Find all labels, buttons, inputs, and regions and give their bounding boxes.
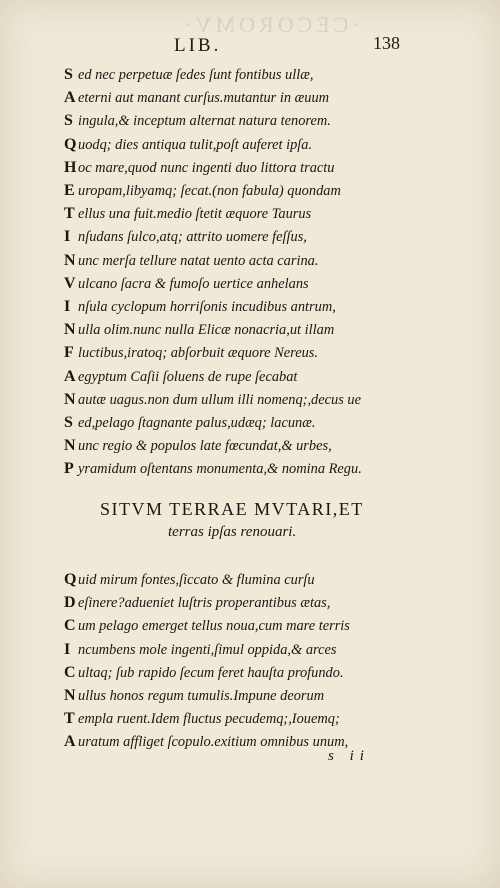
verse-text: ed,pelago ſtagnante palus,udæq; lacunæ. (78, 415, 316, 431)
verse-text: oc mare,quod nunc ingenti duo littora tractu (78, 159, 335, 176)
verse-initial: A (64, 89, 76, 107)
verse-line (64, 156, 474, 179)
verse-text: uratum affliget ſcopulo.exitium omnibus unum, (78, 734, 349, 751)
verse-initial: N (64, 687, 76, 704)
verse-text: unc merſa tellure natat uento acta carina. (78, 252, 319, 269)
verse-initial: F (64, 344, 74, 362)
verse-initial: S (64, 414, 73, 431)
verse-initial: E (64, 182, 75, 199)
verse-text: nſudans ſulco,atq; attrito uomere feſſus, (78, 229, 307, 246)
verse-initial: I (64, 298, 71, 315)
verse-text: uid mirum fontes,ſiccato & flumina curſu (78, 572, 315, 588)
verse-text: unc regio & populos late fœcundat,& urbes, (78, 438, 332, 455)
verse-initial: V (64, 274, 76, 292)
verse-initial: Q (64, 135, 77, 153)
verse-line (64, 63, 474, 86)
running-head: LIB. (174, 35, 222, 56)
verse-text: ultaq; ſub rapido ſecum feret hauſta profundo. (78, 664, 344, 681)
verse-text: luctibus,iratoq; abſorbuit æquore Nereus. (78, 345, 318, 362)
verse-line (64, 202, 474, 225)
verse-text: egyptum Caſii ſoluens de rupe ſecabat (78, 368, 298, 385)
verse-text: ncumbens mole ingenti,ſimul oppida,& arces (78, 641, 337, 658)
verse-line (64, 707, 474, 730)
verse-text: eterni aut manant curſus.mutantur in æuum (78, 90, 330, 107)
verse-initial: D (64, 594, 76, 612)
verse-initial: T (64, 205, 75, 223)
verse-initial: P (64, 460, 74, 478)
verse-text: eſinere?adueniet luſtris properantibus ætas, (78, 595, 331, 612)
verse-line (64, 730, 474, 753)
section-subtitle: terras ipſas renouari. (168, 524, 297, 540)
show-through-text: ·CECOROMV· (180, 12, 360, 37)
verse-line (64, 591, 474, 614)
verse-line (64, 295, 474, 318)
section-title: SITVM TERRAE MVTARI,ET (100, 499, 364, 519)
verse-initial: Q (64, 571, 77, 588)
verse-line (64, 457, 474, 480)
verse-initial: C (64, 663, 76, 681)
verse-line (64, 568, 474, 591)
signature-mark: s ii (328, 748, 370, 764)
verse-line (64, 179, 474, 202)
verse-line (64, 318, 474, 341)
verse-line (64, 133, 474, 156)
verse-line (64, 86, 474, 109)
verse-text: um pelago emerget tellus noua,cum mare terris (78, 618, 350, 635)
verse-initial: A (64, 733, 76, 751)
verse-text: uodq; dies antiqua tulit,poſt auferet ipſa. (78, 136, 313, 153)
verse-text: yramidum oſtentans monumenta,& nomina Regu. (78, 461, 362, 478)
verse-line (64, 225, 474, 248)
verse-text: ed nec perpetuæ ſedes ſunt fontibus ullæ, (78, 67, 314, 83)
verse-initial: S (64, 112, 73, 130)
verse-initial: I (64, 640, 71, 658)
verse-text: uropam,libyamq; ſecat.(non fabula) quondam (78, 183, 341, 199)
verse-line (64, 411, 474, 434)
verse-line (64, 388, 474, 411)
verse-text: autæ uagus.non dum ullum illi nomenq;,decus ue (78, 391, 361, 408)
page-header (60, 33, 400, 61)
verse-line (64, 365, 474, 388)
verse-initial: N (64, 390, 76, 408)
verse-line (64, 684, 474, 707)
verse-line (64, 249, 474, 272)
verse-initial: H (64, 158, 77, 176)
verse-text: nſula cyclopum horriſonis incudibus antrum, (78, 299, 336, 315)
verse-initial: N (64, 437, 76, 455)
verse-initial: S (64, 66, 73, 83)
folio-number: 138 (373, 33, 400, 53)
section-heading (100, 497, 420, 543)
verse-text: ellus una fuit.medio ſtetit æquore Taurus (78, 206, 312, 223)
verse-text: ulla olim.nunc nulla Elicæ nonacria,ut illam (78, 322, 335, 339)
verse-initial: C (64, 617, 76, 635)
verse-text: empla ruent.Idem fluctus pecudemq;,Iouemq; (78, 711, 340, 728)
verse-line (64, 614, 474, 637)
verse-initial: N (64, 321, 76, 339)
verse-text: ulcano ſacra & fumoſo uertice anhelans (78, 275, 309, 292)
verse-line (64, 272, 474, 295)
verse-line (64, 341, 474, 364)
verse-initial: N (64, 251, 76, 269)
verse-initial: T (64, 710, 75, 728)
verse-text: ullus honos regum tumulis.Impune deorum (78, 688, 325, 704)
verse-initial: A (64, 367, 76, 385)
verse-text: ingula,& inceptum alternat natura tenorem. (78, 113, 331, 130)
verse-line (64, 638, 474, 661)
verse-line (64, 109, 474, 132)
verse-line (64, 661, 474, 684)
verse-initial: I (64, 228, 71, 246)
verse-line (64, 434, 474, 457)
